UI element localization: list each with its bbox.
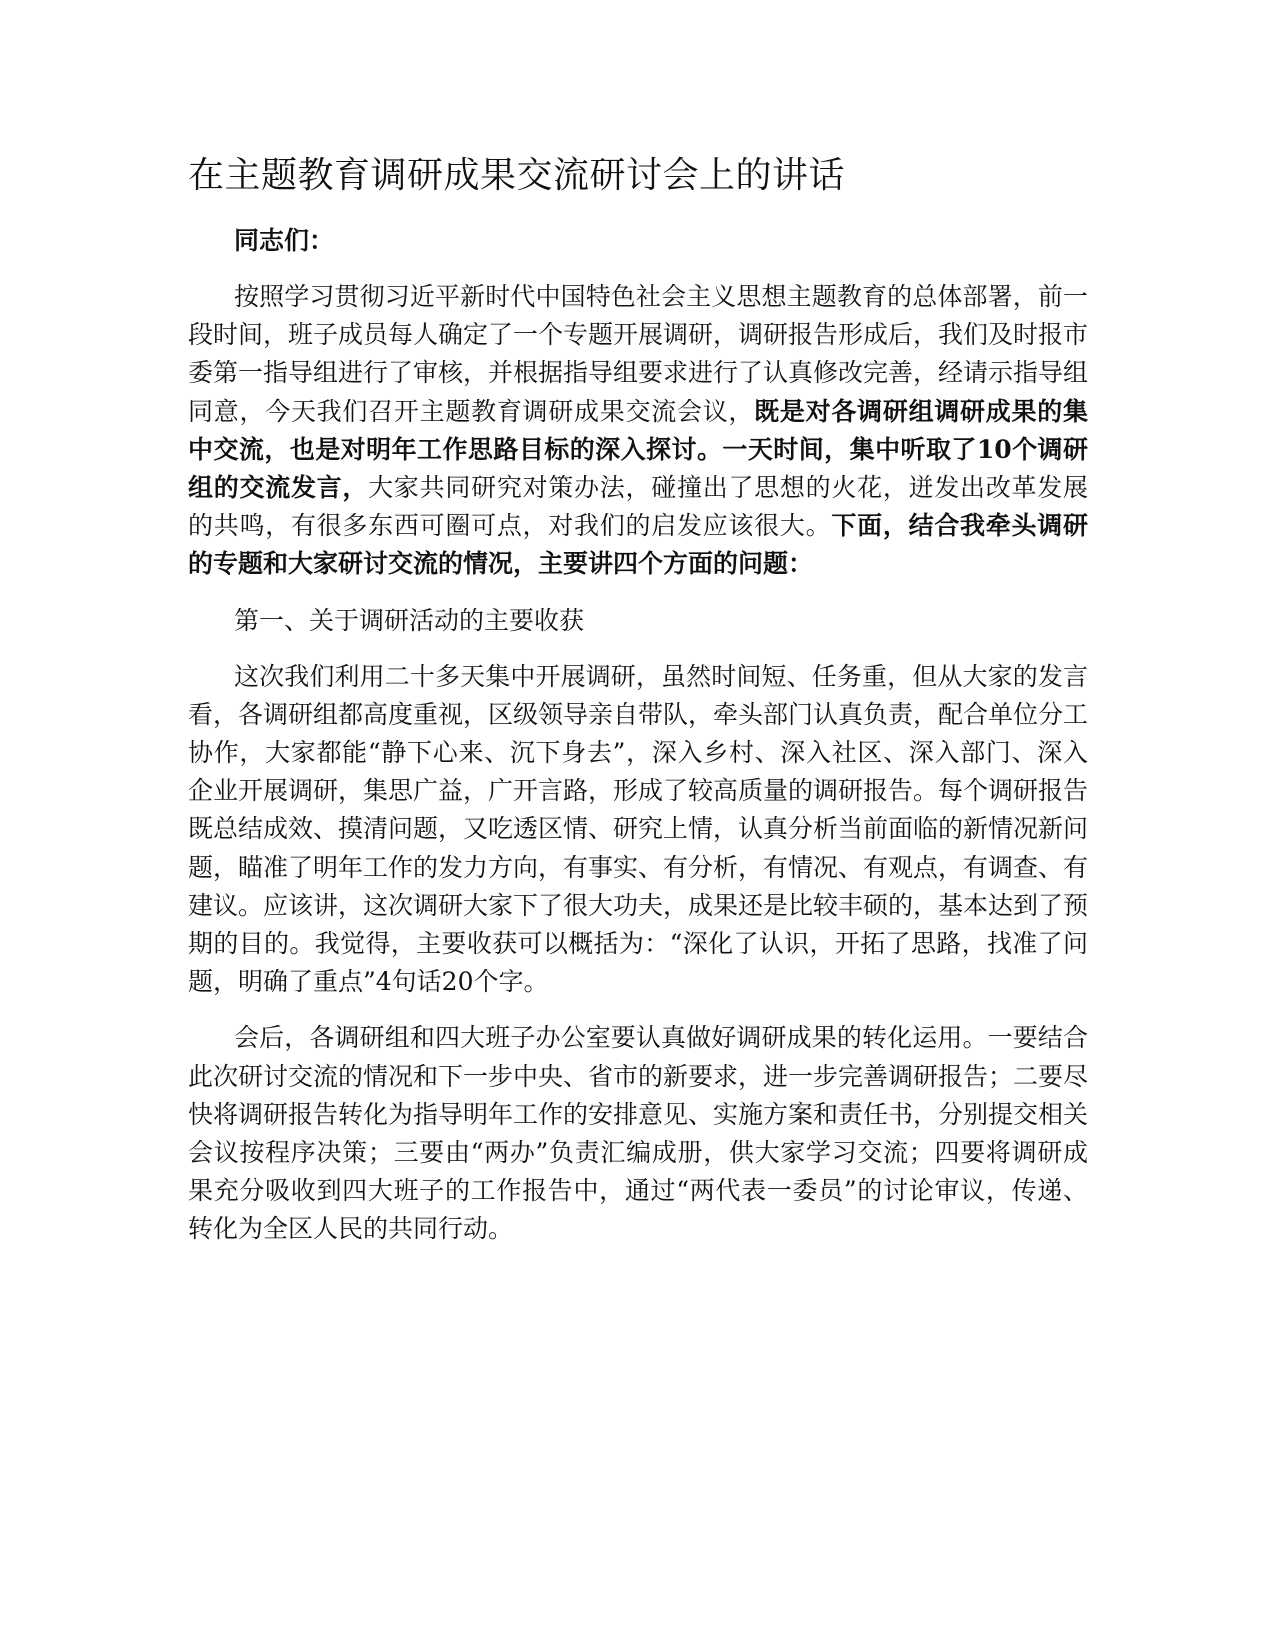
section-1-paragraph-1: 这次我们利用二十多天集中开展调研，虽然时间短、任务重，但从大家的发言看，各调研组都高度重视，区级领导亲自带队，牵头部门认真负责，配合单位分工协作，大家都能“静下心来、沉下身去”，深入乡村、深入社区、深入部门、深入企业开展调研，集思广益，广开言路，形成了较高质量的调研报告。每个调研报告既总结成效、摸清问题，又吃透区情、研究上情，认真分析当前面临的新情况新问题，瞄准了明年工作的发力方向，有事实、有分析，有情况、有观点，有调查、有建议。应该讲，这次调研大家下了很大功夫，成果还是比较丰硕的，基本达到了预期的目的。我觉得，主要收获可以概括为：“深化了认识，开拓了思路，找准了问题，明确了重点”4句话20个字。 (188, 661, 1089, 997)
section-heading-1: 第一、关于调研活动的主要收获 (234, 605, 585, 635)
document-body (188, 152, 1088, 1267)
salutation: 同志们： (234, 226, 335, 255)
intro-text-1: 按照学习贯彻习近平新时代中国特色社会主义思想主题教育的总体部署，前一段时间，班子成员每人确定了一个专题开展调研，调研报告形成后，我们及时报市委第一指导组进行了审核，并根据指导组要求进行了认真修改完善，经请示指导组同意，今天我们召开主题教育调研成果交流会议， (188, 282, 1089, 426)
intro-paragraph (188, 278, 1088, 584)
section-1-paragraph-2: 会后，各调研组和四大班子办公室要认真做好调研成果的转化运用。一要结合此次研讨交流的情况和下一步中央、省市的新要求，进一步完善调研报告；二要尽快将调研报告转化为指导明年工作的安排意见、实施方案和责任书，分别提交相关会议按程序决策；三要由“两办”负责汇编成册，供大家学习交流；四要将调研成果充分吸收到四大班子的工作报告中，通过“两代表一委员”的讨论审议，传递、转化为全区人民的共同行动。 (188, 1023, 1089, 1244)
intro-bold-2: 下面，结合我牵头调研的专题和大家研讨交流的情况，主要讲四个方面的问题： (188, 511, 1088, 579)
page-title: 在主题教育调研成果交流研讨会上的讲话 (188, 155, 846, 196)
intro-text-2: 大家共同研究对策办法，碰撞出了思想的火花，迸发出改革发展的共鸣，有很多东西可圈可点，对我们的启发应该很大。 (188, 473, 1088, 541)
intro-bold-1: 既是对各调研组调研成果的集中交流，也是对明年工作思路目标的深入探讨。一天时间，集中听取了10个调研组的交流发言， (188, 396, 1088, 503)
